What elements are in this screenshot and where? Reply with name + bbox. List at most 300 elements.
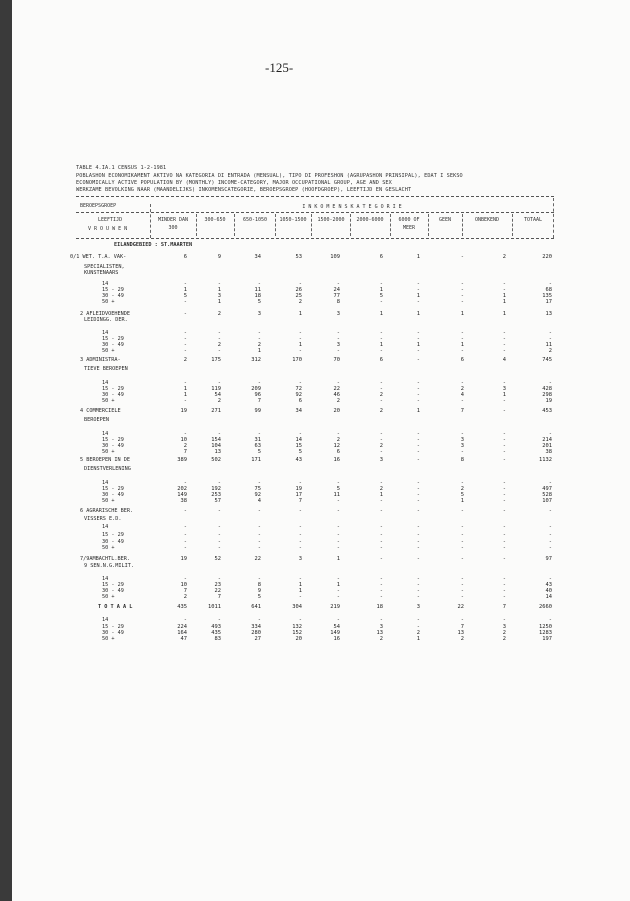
table-cell: 7	[183, 449, 187, 455]
table-cell: 1	[379, 492, 383, 498]
age-row-label: 30 - 49	[102, 293, 124, 299]
table-cell: 6	[183, 254, 187, 260]
table-cell: -	[548, 524, 552, 530]
table-cell: 52	[214, 556, 221, 562]
table-cell: 1	[460, 498, 464, 504]
table-caption-line: ECONOMICALLY ACTIVE POPULATION BY (MONTHLY) INCOME-CATEGORY, MAJOR OCCUPATIONAL GROUP, AGE AND SEX	[76, 180, 392, 186]
table-cell: 10	[180, 582, 187, 588]
table-cell: -	[257, 480, 261, 486]
table-cell: 1011	[208, 604, 221, 610]
age-row-label: 15 - 29	[102, 486, 124, 492]
group-row-label: 7/9AMBACHTL.BER.	[80, 556, 130, 562]
table-cell: -	[336, 498, 340, 504]
table-cell: -	[548, 431, 552, 437]
table-cell: 1	[502, 392, 506, 398]
table-cell: 202	[177, 486, 187, 492]
table-cell: -	[502, 594, 506, 600]
table-cell: -	[548, 330, 552, 336]
table-cell: 2	[502, 636, 506, 642]
table-cell: 83	[214, 636, 221, 642]
table-cell: 1	[460, 342, 464, 348]
table-cell: -	[257, 281, 261, 287]
page-number: -125-	[265, 60, 294, 75]
table-cell: 2	[183, 594, 187, 600]
table-cell: -	[502, 449, 506, 455]
table-cell: 6	[460, 357, 464, 363]
table-cell: 24	[333, 287, 340, 293]
table-cell: -	[379, 336, 383, 342]
table-cell: 13	[214, 449, 221, 455]
table-cell: 53	[295, 254, 302, 260]
table-caption-line: TABLE 4.IA.1 CENSUS 1-2-1981	[76, 165, 167, 171]
table-cell: 3	[336, 342, 340, 348]
table-cell: -	[502, 532, 506, 538]
age-row-label: 15 - 29	[102, 532, 124, 538]
table-cell: -	[502, 287, 506, 293]
table-cell: -	[379, 480, 383, 486]
table-cell: -	[416, 498, 420, 504]
table-cell: -	[460, 330, 464, 336]
header-bottom-rule	[76, 238, 554, 239]
table-cell: -	[379, 299, 383, 305]
table-cell: -	[460, 556, 464, 562]
table-cell: -	[416, 532, 420, 538]
table-cell: -	[257, 539, 261, 545]
table-cell: 453	[542, 408, 552, 414]
table-cell: 2	[460, 486, 464, 492]
column-header: GEEN	[438, 217, 452, 223]
group-row-label: BEROEPEN	[84, 417, 109, 423]
table-cell: 497	[542, 486, 552, 492]
table-cell: 149	[177, 492, 187, 498]
table-cell: 1	[416, 311, 420, 317]
age-header: LEEFTIJD	[98, 217, 123, 223]
table-cell: -	[379, 594, 383, 600]
table-cell: 70	[333, 357, 340, 363]
table-cell: -	[336, 532, 340, 538]
table-cell: 18	[376, 604, 383, 610]
table-cell: -	[336, 576, 340, 582]
table-cell: 10	[180, 437, 187, 443]
table-cell: 13	[376, 630, 383, 636]
column-header: ONBEKEND	[474, 217, 500, 223]
age-row-label: 50 +	[102, 636, 115, 642]
table-cell: 170	[292, 357, 302, 363]
table-cell: 22	[214, 588, 221, 594]
table-cell: 2	[298, 299, 302, 305]
table-cell: 40	[545, 588, 552, 594]
table-cell: 97	[545, 556, 552, 562]
table-cell: 17	[295, 492, 302, 498]
group-row-label: TIEVE BEROEPEN	[84, 366, 128, 372]
table-cell: 119	[211, 386, 221, 392]
table-cell: 171	[251, 457, 261, 463]
table-cell: -	[217, 508, 221, 514]
table-cell: -	[548, 576, 552, 582]
column-header: 300-650	[204, 217, 226, 223]
table-cell: -	[460, 293, 464, 299]
table-cell: -	[379, 330, 383, 336]
table-cell: 9	[217, 254, 221, 260]
header-divider	[234, 214, 235, 236]
table-cell: -	[548, 539, 552, 545]
table-cell: 22	[254, 556, 261, 562]
table-cell: 3	[460, 443, 464, 449]
table-cell: -	[416, 617, 420, 623]
table-cell: 16	[333, 457, 340, 463]
age-row-label: 14	[102, 576, 109, 582]
table-cell: 3	[502, 624, 506, 630]
table-cell: -	[502, 431, 506, 437]
region-title: EILANDGEBIED : ST.MAARTEN	[114, 242, 193, 248]
table-cell: -	[183, 524, 187, 530]
table-cell: 1	[416, 293, 420, 299]
table-cell: 25	[295, 293, 302, 299]
table-cell: -	[502, 398, 506, 404]
column-header: MINDER DAN	[157, 217, 189, 223]
table-cell: 3	[460, 437, 464, 443]
table-cell: -	[183, 617, 187, 623]
table-cell: 1	[416, 254, 420, 260]
table-cell: -	[336, 594, 340, 600]
table-cell: 2	[217, 398, 221, 404]
table-cell: -	[416, 524, 420, 530]
age-row-label: 30 - 49	[102, 492, 124, 498]
table-cell: -	[460, 380, 464, 386]
table-cell: 389	[177, 457, 187, 463]
table-cell: 280	[251, 630, 261, 636]
table-cell: 197	[542, 636, 552, 642]
table-cell: 34	[295, 408, 302, 414]
sex-header: V R O U W E N	[88, 226, 128, 232]
table-cell: 3	[379, 457, 383, 463]
header-divider	[196, 214, 197, 236]
table-cell: 7	[257, 398, 261, 404]
table-cell: 2	[502, 630, 506, 636]
table-cell: 19	[545, 398, 552, 404]
table-cell: 2	[379, 408, 383, 414]
column-header-sub: 300	[168, 225, 178, 231]
age-row-label: 15 - 29	[102, 336, 124, 342]
age-row-label: 30 - 49	[102, 443, 124, 449]
table-cell: -	[416, 348, 420, 354]
table-cell: -	[460, 576, 464, 582]
header-mid-rule	[76, 212, 554, 213]
table-cell: -	[217, 532, 221, 538]
table-cell: -	[416, 556, 420, 562]
table-cell: -	[460, 449, 464, 455]
table-cell: 1132	[539, 457, 552, 463]
table-cell: 4	[502, 357, 506, 363]
table-cell: 92	[295, 392, 302, 398]
table-cell: -	[460, 545, 464, 551]
table-cell: 175	[211, 357, 221, 363]
table-cell: -	[460, 431, 464, 437]
table-cell: -	[416, 287, 420, 293]
age-row-label: 14	[102, 281, 109, 287]
table-cell: -	[502, 480, 506, 486]
table-cell: -	[298, 617, 302, 623]
column-header: 650-1050	[242, 217, 268, 223]
table-cell: 1	[298, 342, 302, 348]
table-cell: -	[460, 532, 464, 538]
table-cell: -	[336, 380, 340, 386]
table-cell: 104	[211, 443, 221, 449]
table-cell: -	[183, 480, 187, 486]
table-cell: -	[416, 457, 420, 463]
table-cell: 5	[257, 594, 261, 600]
table-cell: 1	[416, 408, 420, 414]
table-cell: 149	[330, 630, 340, 636]
age-row-label: 14	[102, 524, 109, 530]
table-cell: 154	[211, 437, 221, 443]
table-cell: 641	[251, 604, 261, 610]
table-cell: -	[183, 311, 187, 317]
table-cell: 14	[295, 437, 302, 443]
table-cell: 3	[336, 311, 340, 317]
table-cell: 1	[217, 287, 221, 293]
table-cell: -	[298, 524, 302, 530]
table-cell: 8	[257, 582, 261, 588]
table-cell: -	[379, 281, 383, 287]
table-cell: 2	[183, 357, 187, 363]
table-cell: -	[298, 545, 302, 551]
table-cell: 7	[217, 594, 221, 600]
table-cell: -	[416, 431, 420, 437]
table-cell: 1283	[539, 630, 552, 636]
table-cell: 214	[542, 437, 552, 443]
table-cell: -	[548, 336, 552, 342]
table-cell: -	[217, 380, 221, 386]
table-cell: -	[502, 486, 506, 492]
age-row-label: 50 +	[102, 498, 115, 504]
table-cell: -	[183, 545, 187, 551]
table-cell: -	[416, 594, 420, 600]
table-cell: -	[379, 398, 383, 404]
table-cell: 16	[333, 636, 340, 642]
table-cell: -	[336, 431, 340, 437]
table-cell: 192	[211, 486, 221, 492]
table-cell: 1	[217, 299, 221, 305]
table-cell: -	[336, 508, 340, 514]
table-cell: -	[183, 281, 187, 287]
table-cell: -	[217, 576, 221, 582]
table-cell: -	[416, 299, 420, 305]
table-cell: -	[183, 576, 187, 582]
table-cell: -	[502, 556, 506, 562]
table-cell: 8	[460, 457, 464, 463]
table-cell: 2	[460, 636, 464, 642]
table-cell: 3	[416, 604, 420, 610]
table-cell: -	[416, 545, 420, 551]
table-caption-line: POBLASHON ECONOMIKAMENT AKTIVO NA KATEGORIA DI ENTRADA (MENSUAL), TIPO DI PROFESHON (AGRUPASHON PRINSIPAL), EDAT I SEKSO	[76, 173, 463, 179]
age-row-label: 30 - 49	[102, 539, 124, 545]
table-cell: 2	[460, 386, 464, 392]
table-cell: 5	[183, 293, 187, 299]
table-cell: -	[502, 348, 506, 354]
header-divider	[428, 214, 429, 236]
table-cell: -	[336, 480, 340, 486]
table-cell: 2	[217, 311, 221, 317]
table-cell: 12	[333, 443, 340, 449]
table-cell: -	[217, 281, 221, 287]
table-cell: -	[336, 545, 340, 551]
table-cell: -	[460, 299, 464, 305]
table-cell: 63	[254, 443, 261, 449]
table-cell: 435	[211, 630, 221, 636]
table-cell: -	[217, 545, 221, 551]
table-cell: -	[502, 342, 506, 348]
table-cell: 152	[292, 630, 302, 636]
table-cell: -	[416, 386, 420, 392]
table-cell: 54	[214, 392, 221, 398]
table-cell: -	[298, 431, 302, 437]
column-header: 6000 OF	[398, 217, 420, 223]
table-cell: -	[416, 582, 420, 588]
table-cell: 20	[295, 636, 302, 642]
table-cell: 271	[211, 408, 221, 414]
table-cell: 15	[295, 443, 302, 449]
table-cell: -	[460, 617, 464, 623]
table-cell: -	[257, 532, 261, 538]
age-row-label: 14	[102, 617, 109, 623]
table-cell: 2	[379, 636, 383, 642]
table-cell: 1	[416, 342, 420, 348]
table-cell: -	[502, 492, 506, 498]
table-cell: 22	[333, 386, 340, 392]
group-row-label: LEIDINGG. DER.	[84, 317, 128, 323]
table-cell: -	[379, 539, 383, 545]
table-cell: -	[379, 545, 383, 551]
table-cell: -	[298, 480, 302, 486]
table-cell: -	[217, 348, 221, 354]
table-cell: 3	[502, 386, 506, 392]
table-cell: 19	[180, 556, 187, 562]
table-cell: -	[460, 508, 464, 514]
header-divider	[553, 198, 554, 238]
table-cell: -	[502, 380, 506, 386]
table-cell: 164	[177, 630, 187, 636]
header-divider	[150, 204, 151, 238]
table-cell: 43	[545, 582, 552, 588]
table-cell: -	[298, 380, 302, 386]
table-cell: -	[548, 617, 552, 623]
age-row-label: 50 +	[102, 594, 115, 600]
table-cell: -	[257, 336, 261, 342]
table-cell: -	[502, 281, 506, 287]
age-row-label: 14	[102, 330, 109, 336]
table-cell: 312	[251, 357, 261, 363]
table-cell: 6	[336, 449, 340, 455]
table-cell: -	[548, 380, 552, 386]
table-cell: -	[336, 336, 340, 342]
table-cell: -	[183, 299, 187, 305]
table-cell: 7	[460, 408, 464, 414]
table-cell: 13	[457, 630, 464, 636]
table-cell: -	[460, 348, 464, 354]
table-cell: -	[502, 330, 506, 336]
table-cell: -	[548, 545, 552, 551]
age-row-label: 30 - 49	[102, 342, 124, 348]
group-row-label: 3 ADMINISTRA-	[80, 357, 121, 363]
header-divider	[512, 214, 513, 236]
age-row-label: 30 - 49	[102, 588, 124, 594]
age-row-label: 30 - 49	[102, 392, 124, 398]
table-cell: -	[336, 348, 340, 354]
table-cell: 11	[254, 287, 261, 293]
table-cell: 11	[333, 492, 340, 498]
table-cell: -	[460, 287, 464, 293]
table-cell: 1250	[539, 624, 552, 630]
table-cell: 92	[254, 492, 261, 498]
table-cell: -	[257, 576, 261, 582]
table-cell: -	[298, 576, 302, 582]
table-cell: 1	[298, 588, 302, 594]
table-cell: -	[379, 582, 383, 588]
table-cell: -	[548, 532, 552, 538]
column-header: 1500-2000	[317, 217, 345, 223]
table-cell: 1	[379, 287, 383, 293]
table-cell: 27	[254, 636, 261, 642]
group-row-label: VISSERS E.D.	[84, 516, 122, 522]
table-cell: -	[460, 594, 464, 600]
table-cell: 3	[379, 624, 383, 630]
table-cell: -	[416, 486, 420, 492]
age-row-label: 50 +	[102, 299, 115, 305]
table-cell: 7	[502, 604, 506, 610]
table-cell: -	[379, 348, 383, 354]
table-cell: 219	[330, 604, 340, 610]
table-cell: -	[379, 431, 383, 437]
table-cell: 9	[257, 588, 261, 594]
age-row-label: 14	[102, 380, 109, 386]
table-cell: 23	[214, 582, 221, 588]
table-cell: 57	[214, 498, 221, 504]
table-cell: -	[460, 582, 464, 588]
table-cell: 201	[542, 443, 552, 449]
table-cell: -	[460, 398, 464, 404]
age-row-label: 30 - 49	[102, 630, 124, 636]
group-row-label: SPECIALISTEN,	[84, 264, 125, 270]
table-cell: 75	[254, 486, 261, 492]
table-cell: 3	[257, 311, 261, 317]
table-cell: -	[183, 532, 187, 538]
table-cell: 1	[183, 386, 187, 392]
income-header: I N K O M E N S K A T E G O R I E	[302, 204, 402, 210]
table-cell: -	[502, 443, 506, 449]
header-top-rule	[76, 196, 554, 197]
table-cell: -	[217, 524, 221, 530]
table-cell: -	[183, 508, 187, 514]
table-cell: 72	[295, 386, 302, 392]
table-caption-line: WERKZAME BEVOLKING NAAR (MAANDELIJKS) INKOMENSCATEGORIE, BEROEPSGROEP (HOOFDGROEP), LEEFTIJD EN GESLACHT	[76, 187, 412, 193]
table-cell: 13	[545, 311, 552, 317]
table-cell: 5	[257, 449, 261, 455]
header-divider	[462, 214, 463, 236]
table-cell: -	[548, 508, 552, 514]
table-cell: 7	[298, 498, 302, 504]
table-cell: 1	[336, 556, 340, 562]
table-cell: 7	[183, 588, 187, 594]
table-cell: -	[416, 624, 420, 630]
table-cell: 224	[177, 624, 187, 630]
table-cell: 11	[545, 342, 552, 348]
table-cell: -	[416, 380, 420, 386]
table-cell: -	[416, 492, 420, 498]
table-cell: 435	[177, 604, 187, 610]
table-cell: -	[502, 437, 506, 443]
table-cell: 20	[333, 408, 340, 414]
